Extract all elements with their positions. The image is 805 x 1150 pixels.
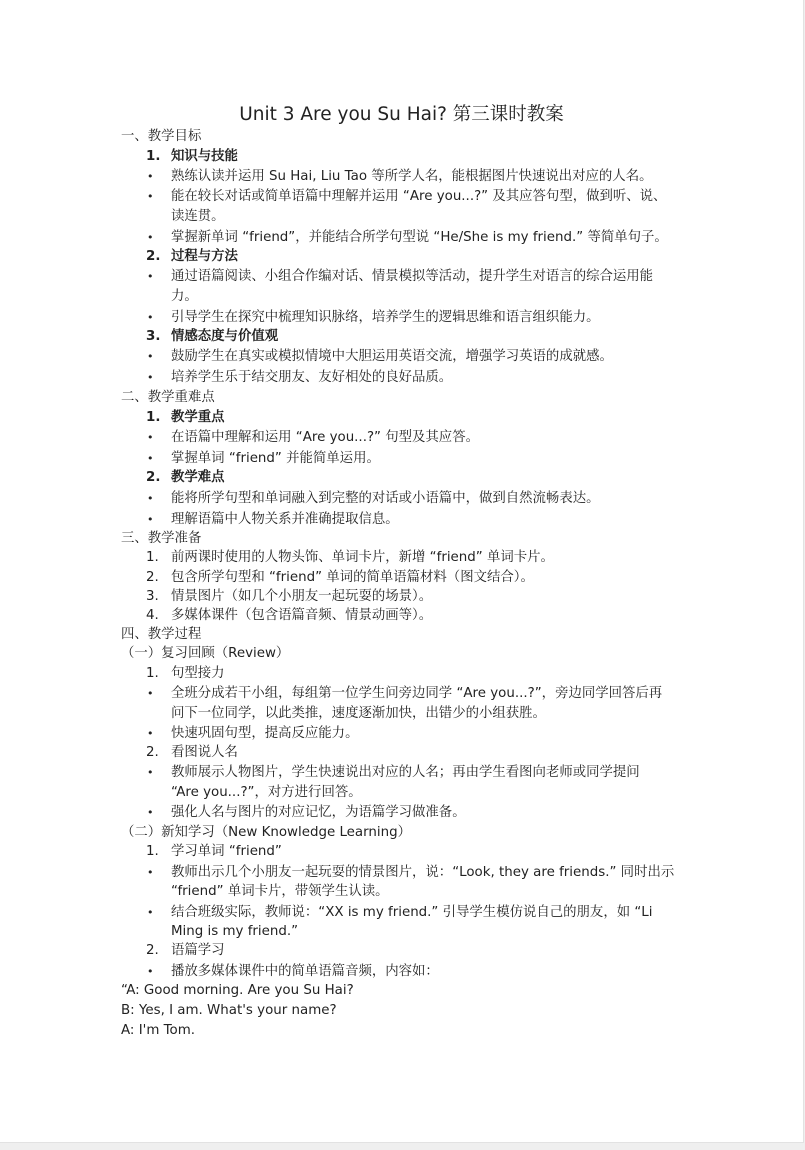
bullet-icon: • [147, 766, 154, 779]
document-page: Unit 3 Are you Su Hai? 第三课时教案 一、教学目标 1. 知识与技能 • 熟练认读并运用 Su Hai, Liu Tao 等所学人名，能根据图片快速说出对应的人名。 • 能在较长对话或简单语篇中理解并运用 “Are you...?” 及其应答句型，做到听、说、 读连贯。 • 掌握新单词 “friend”，并能结合所学句型说 “He/She is my friend.” 等简单句子。 2. 过程与方法 • 通过语篇阅读、小组合作编对话、情景模拟等活动，提升学生对语言的综合运用能 力。 • 引导学生在探究中梳理知识脉络，培养学生的逻辑思维和语言组织能力。 3. 情感态度与价值观 • 鼓励学生在真实或模拟情境中大胆运用英语交流，增强学习英语的成就感。 • 培养学生乐于结交朋友、友好相处的良好品质。 二、教学重难点 1. 教学重点 • 在语篇中理解和运用 “Are you...?” 句型及其应答。 • 掌握单词 “friend” 并能简单运用。 2. 教学难点 • 能将所学句型和单词融入到完整的对话或小语篇中，做到自然流畅表达。 • 理解语篇中人物关系并准确提取信息。 三、教学准备 1. 前两课时使用的人物头饰、单词卡片，新增 “friend” 单词卡片。 2. 包含所学句型和 “friend” 单词的简单语篇材料（图文结合）。 3. 情景图片（如几个小朋友一起玩耍的场景）。 4. 多媒体课件（包含语篇音频、情景动画等）。 四、教学过程 （一）复习回顾（Review） 1. 句型接力 • 全班分成若干小组，每组第一位学生问旁边同学 “Are you...?”，旁边同学回答后再 问下一位同学，以此类推，速度逐渐加快，出错少的小组获胜。 • 快速巩固句型，提高反应能力。 2. 看图说人名 • 教师展示人物图片，学生快速说出对应的人名；再由学生看图向老师或同学提问 “Are you...?”，对方进行回答。 • 强化人名与图片的对应记忆，为语篇学习做准备。 （二）新知学习（New Knowledge Learning） 1. 学习单词 “friend” • 教师出示几个小朋友一起玩耍的情景图片，说：“Look, they are friends.” 同时出示 “friend” 单词卡片，带领学生认读。 • 结合班级实际，教师说：“XX is my friend.” 引导学生模仿说自己的朋友，如 “Li Ming is my friend.” 2. 语篇学习 • 播放多媒体课件中的简单语篇音频，内容如： “A: Good morning. Are you Su Hai? B: Yes, I am. What's your name? A: I'm Tom. [0, 0, 804, 1143]
bullet-icon: • [147, 866, 154, 879]
bullet-icon: • [147, 231, 154, 244]
bullet-icon: • [147, 906, 154, 919]
bullet-icon: • [147, 687, 154, 700]
bullet-icon: • [147, 190, 154, 203]
bullet-icon: • [147, 350, 154, 363]
bullet-icon: • [147, 492, 154, 505]
bullet-icon: • [147, 371, 154, 384]
document-title: Unit 3 Are you Su Hai? 第三课时教案 [239, 104, 564, 125]
bullet-icon: • [147, 727, 154, 740]
bullet-icon: • [147, 513, 154, 526]
bullet-icon: • [147, 452, 154, 465]
bullet-icon: • [147, 806, 154, 819]
bullet-icon: • [147, 270, 154, 283]
bullet-icon: • [147, 431, 154, 444]
bullet-icon: • [147, 311, 154, 324]
bullet-icon: • [147, 965, 154, 978]
bullet-icon: • [147, 170, 154, 183]
